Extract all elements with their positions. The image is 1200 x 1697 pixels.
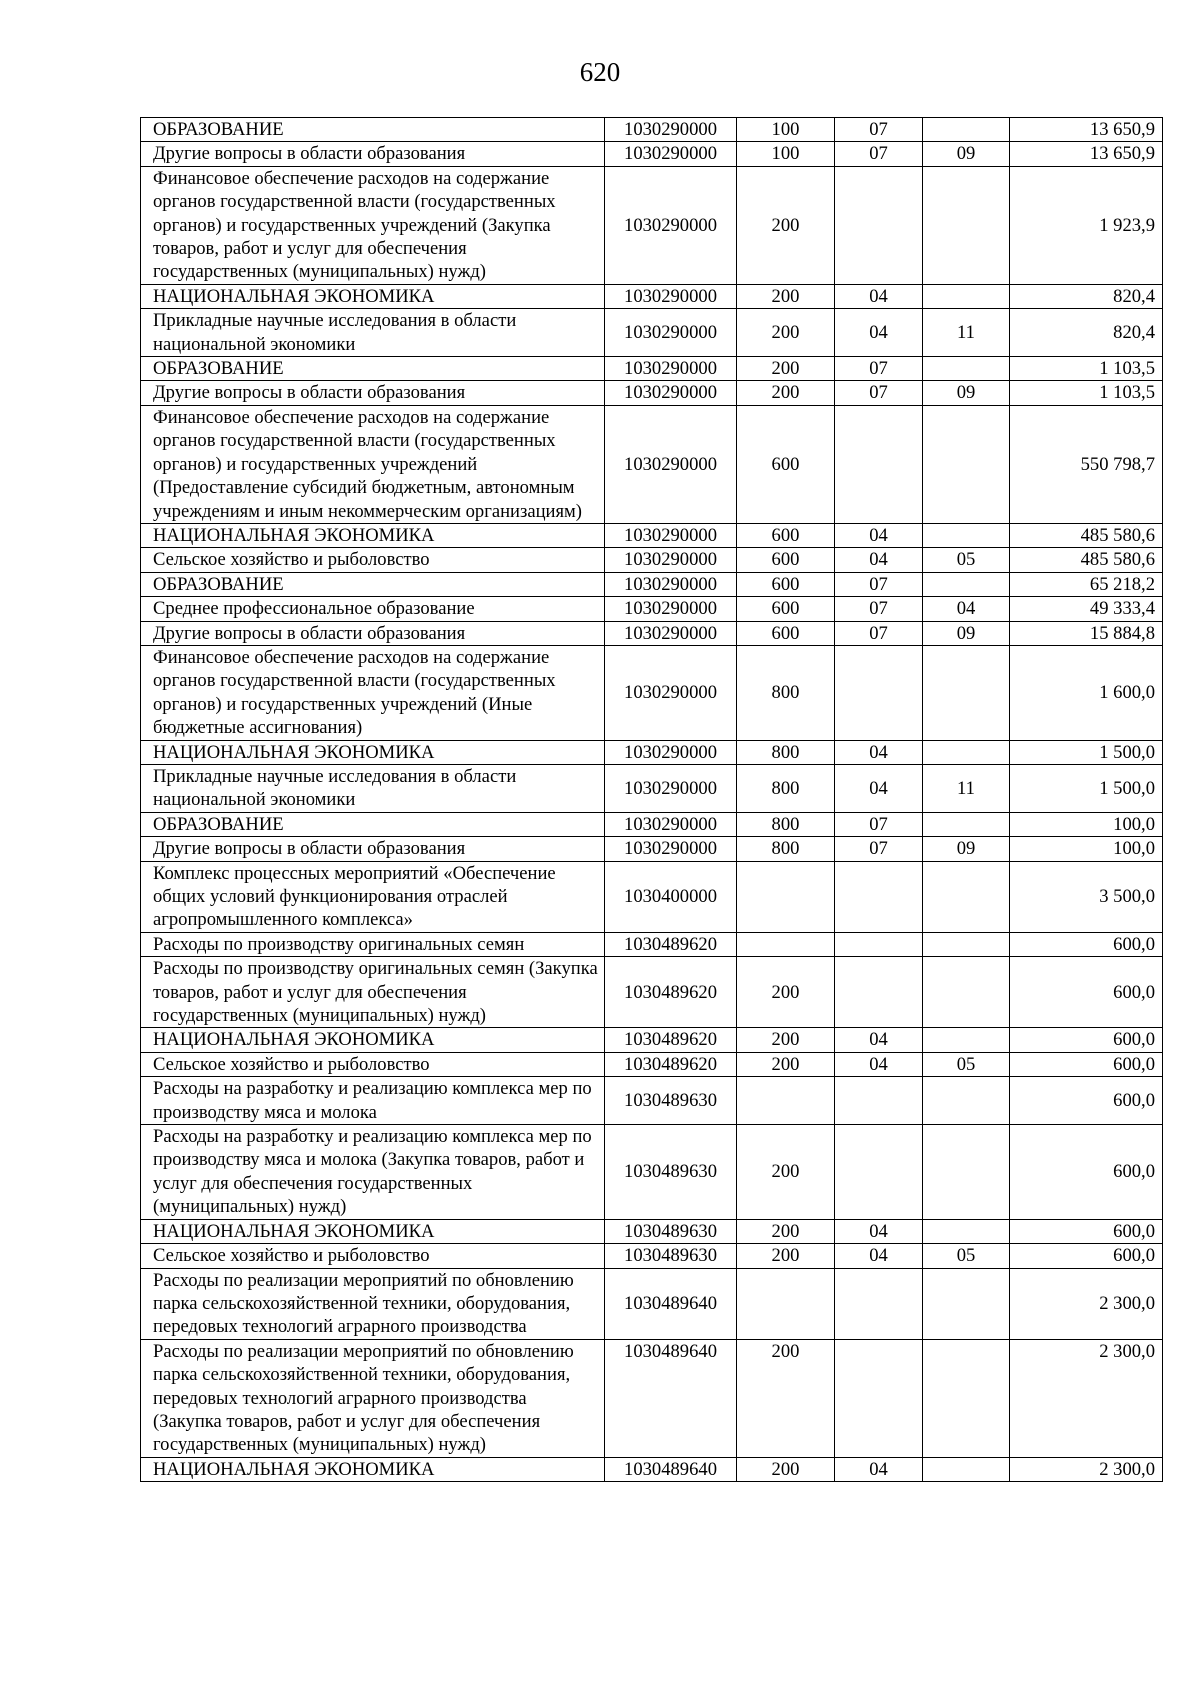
expense-type-cell: 600 bbox=[737, 548, 835, 572]
expense-name-cell: НАЦИОНАЛЬНАЯ ЭКОНОМИКА bbox=[141, 1457, 605, 1481]
expense-name-cell: Расходы по реализации мероприятий по обновлению парка сельскохозяйственной техники, оборудования, передовых технологий аграрного производства (Закупка товаров, работ и услуг для обеспечения государственных (муниципальных) нужд) bbox=[141, 1339, 605, 1457]
section-cell: 04 bbox=[835, 1244, 923, 1268]
table-row bbox=[141, 597, 1163, 621]
table-row bbox=[141, 284, 1163, 308]
expense-type-cell: 200 bbox=[737, 1052, 835, 1076]
expense-name-cell: Финансовое обеспечение расходов на содержание органов государственной власти (государственных органов) и государственных учреждений (Иные бюджетные ассигнования) bbox=[141, 645, 605, 740]
target-code-cell: 1030489640 bbox=[605, 1457, 737, 1481]
amount-cell: 2 300,0 bbox=[1010, 1457, 1163, 1481]
table-row bbox=[141, 1339, 1163, 1457]
expense-name-cell: НАЦИОНАЛЬНАЯ ЭКОНОМИКА bbox=[141, 1028, 605, 1052]
subsection-cell bbox=[923, 357, 1010, 381]
target-code-cell: 1030290000 bbox=[605, 284, 737, 308]
table-row bbox=[141, 166, 1163, 284]
expense-type-cell: 100 bbox=[737, 142, 835, 166]
expense-name-cell: Расходы по производству оригинальных семян (Закупка товаров, работ и услуг для обеспечения государственных (муниципальных) нужд) bbox=[141, 957, 605, 1028]
expense-type-cell: 200 bbox=[737, 309, 835, 357]
amount-cell: 1 600,0 bbox=[1010, 645, 1163, 740]
amount-cell: 600,0 bbox=[1010, 1219, 1163, 1243]
section-cell bbox=[835, 1125, 923, 1220]
section-cell: 07 bbox=[835, 357, 923, 381]
expense-name-cell: Другие вопросы в области образования bbox=[141, 142, 605, 166]
target-code-cell: 1030400000 bbox=[605, 861, 737, 932]
expense-name-cell: Другие вопросы в области образования bbox=[141, 837, 605, 861]
table-row bbox=[141, 1077, 1163, 1125]
expense-type-cell: 200 bbox=[737, 1028, 835, 1052]
target-code-cell: 1030489630 bbox=[605, 1077, 737, 1125]
table-row bbox=[141, 405, 1163, 523]
section-cell bbox=[835, 932, 923, 956]
amount-cell: 65 218,2 bbox=[1010, 572, 1163, 596]
table-row bbox=[141, 1125, 1163, 1220]
subsection-cell: 05 bbox=[923, 1052, 1010, 1076]
amount-cell: 1 923,9 bbox=[1010, 166, 1163, 284]
expense-type-cell: 800 bbox=[737, 764, 835, 812]
section-cell: 07 bbox=[835, 118, 923, 142]
table-row bbox=[141, 1457, 1163, 1481]
amount-cell: 49 333,4 bbox=[1010, 597, 1163, 621]
table-row bbox=[141, 523, 1163, 547]
subsection-cell bbox=[923, 523, 1010, 547]
expense-type-cell: 800 bbox=[737, 837, 835, 861]
subsection-cell: 09 bbox=[923, 142, 1010, 166]
expense-type-cell: 200 bbox=[737, 1219, 835, 1243]
table-row bbox=[141, 309, 1163, 357]
subsection-cell bbox=[923, 1125, 1010, 1220]
target-code-cell: 1030489620 bbox=[605, 957, 737, 1028]
expense-name-cell: Прикладные научные исследования в области национальной экономики bbox=[141, 764, 605, 812]
table-row bbox=[141, 621, 1163, 645]
target-code-cell: 1030290000 bbox=[605, 548, 737, 572]
expense-type-cell: 100 bbox=[737, 118, 835, 142]
target-code-cell: 1030290000 bbox=[605, 812, 737, 836]
expense-type-cell: 600 bbox=[737, 523, 835, 547]
expense-name-cell: Комплекс процессных мероприятий «Обеспечение общих условий функционирования отраслей агропромышленного комплекса» bbox=[141, 861, 605, 932]
table-row bbox=[141, 1052, 1163, 1076]
table-row bbox=[141, 764, 1163, 812]
subsection-cell: 04 bbox=[923, 597, 1010, 621]
target-code-cell: 1030290000 bbox=[605, 597, 737, 621]
table-row bbox=[141, 740, 1163, 764]
expense-name-cell: НАЦИОНАЛЬНАЯ ЭКОНОМИКА bbox=[141, 1219, 605, 1243]
target-code-cell: 1030489630 bbox=[605, 1244, 737, 1268]
target-code-cell: 1030290000 bbox=[605, 837, 737, 861]
section-cell: 07 bbox=[835, 837, 923, 861]
amount-cell: 550 798,7 bbox=[1010, 405, 1163, 523]
expense-type-cell: 200 bbox=[737, 1339, 835, 1457]
expense-name-cell: Прикладные научные исследования в области национальной экономики bbox=[141, 309, 605, 357]
amount-cell: 600,0 bbox=[1010, 1028, 1163, 1052]
target-code-cell: 1030290000 bbox=[605, 118, 737, 142]
section-cell: 04 bbox=[835, 309, 923, 357]
subsection-cell bbox=[923, 284, 1010, 308]
amount-cell: 600,0 bbox=[1010, 932, 1163, 956]
section-cell: 04 bbox=[835, 1028, 923, 1052]
target-code-cell: 1030290000 bbox=[605, 621, 737, 645]
section-cell bbox=[835, 957, 923, 1028]
expense-type-cell: 800 bbox=[737, 812, 835, 836]
table-row bbox=[141, 1028, 1163, 1052]
section-cell bbox=[835, 861, 923, 932]
amount-cell: 600,0 bbox=[1010, 1125, 1163, 1220]
table-row bbox=[141, 1219, 1163, 1243]
target-code-cell: 1030290000 bbox=[605, 645, 737, 740]
table-row bbox=[141, 1244, 1163, 1268]
amount-cell: 600,0 bbox=[1010, 957, 1163, 1028]
subsection-cell bbox=[923, 861, 1010, 932]
table-row bbox=[141, 932, 1163, 956]
budget-table bbox=[140, 117, 1163, 1482]
expense-name-cell: Расходы по реализации мероприятий по обновлению парка сельскохозяйственной техники, оборудования, передовых технологий аграрного производства bbox=[141, 1268, 605, 1339]
amount-cell: 13 650,9 bbox=[1010, 118, 1163, 142]
subsection-cell bbox=[923, 1077, 1010, 1125]
expense-name-cell: ОБРАЗОВАНИЕ bbox=[141, 118, 605, 142]
expense-name-cell: Сельское хозяйство и рыболовство bbox=[141, 548, 605, 572]
amount-cell: 1 103,5 bbox=[1010, 357, 1163, 381]
amount-cell: 600,0 bbox=[1010, 1077, 1163, 1125]
subsection-cell bbox=[923, 1268, 1010, 1339]
target-code-cell: 1030489630 bbox=[605, 1219, 737, 1243]
subsection-cell: 05 bbox=[923, 548, 1010, 572]
page-number: 620 bbox=[579, 57, 621, 87]
target-code-cell: 1030290000 bbox=[605, 381, 737, 405]
target-code-cell: 1030290000 bbox=[605, 764, 737, 812]
table-row bbox=[141, 118, 1163, 142]
target-code-cell: 1030489620 bbox=[605, 932, 737, 956]
expense-type-cell: 600 bbox=[737, 405, 835, 523]
section-cell: 04 bbox=[835, 523, 923, 547]
section-cell: 04 bbox=[835, 1052, 923, 1076]
subsection-cell bbox=[923, 572, 1010, 596]
table-row bbox=[141, 861, 1163, 932]
table-row bbox=[141, 1268, 1163, 1339]
amount-cell: 3 500,0 bbox=[1010, 861, 1163, 932]
target-code-cell: 1030489640 bbox=[605, 1268, 737, 1339]
target-code-cell: 1030290000 bbox=[605, 740, 737, 764]
subsection-cell: 11 bbox=[923, 764, 1010, 812]
subsection-cell bbox=[923, 166, 1010, 284]
target-code-cell: 1030290000 bbox=[605, 572, 737, 596]
expense-name-cell: ОБРАЗОВАНИЕ bbox=[141, 812, 605, 836]
subsection-cell: 09 bbox=[923, 381, 1010, 405]
target-code-cell: 1030489620 bbox=[605, 1028, 737, 1052]
expense-name-cell: Финансовое обеспечение расходов на содержание органов государственной власти (государственных органов) и государственных учреждений (Предоставление субсидий бюджетным, автономным учреждениям и иным некоммерческим организациям) bbox=[141, 405, 605, 523]
expense-type-cell: 200 bbox=[737, 284, 835, 308]
amount-cell: 485 580,6 bbox=[1010, 523, 1163, 547]
expense-type-cell: 600 bbox=[737, 621, 835, 645]
target-code-cell: 1030290000 bbox=[605, 142, 737, 166]
subsection-cell bbox=[923, 1219, 1010, 1243]
expense-name-cell: Финансовое обеспечение расходов на содержание органов государственной власти (государственных органов) и государственных учреждений (Закупка товаров, работ и услуг для обеспечения государственных (муниципальных) нужд) bbox=[141, 166, 605, 284]
amount-cell: 600,0 bbox=[1010, 1244, 1163, 1268]
table-row bbox=[141, 957, 1163, 1028]
amount-cell: 1 103,5 bbox=[1010, 381, 1163, 405]
table-row bbox=[141, 645, 1163, 740]
target-code-cell: 1030290000 bbox=[605, 523, 737, 547]
section-cell: 07 bbox=[835, 812, 923, 836]
expense-name-cell: Сельское хозяйство и рыболовство bbox=[141, 1244, 605, 1268]
section-cell bbox=[835, 645, 923, 740]
subsection-cell bbox=[923, 740, 1010, 764]
section-cell: 07 bbox=[835, 381, 923, 405]
target-code-cell: 1030290000 bbox=[605, 166, 737, 284]
section-cell: 07 bbox=[835, 621, 923, 645]
section-cell: 07 bbox=[835, 597, 923, 621]
subsection-cell bbox=[923, 1028, 1010, 1052]
target-code-cell: 1030489620 bbox=[605, 1052, 737, 1076]
section-cell: 04 bbox=[835, 1457, 923, 1481]
expense-name-cell: Расходы на разработку и реализацию комплекса мер по производству мяса и молока bbox=[141, 1077, 605, 1125]
table-row bbox=[141, 142, 1163, 166]
section-cell: 07 bbox=[835, 572, 923, 596]
expense-name-cell: НАЦИОНАЛЬНАЯ ЭКОНОМИКА bbox=[141, 284, 605, 308]
section-cell: 07 bbox=[835, 142, 923, 166]
expense-type-cell: 200 bbox=[737, 166, 835, 284]
table-row bbox=[141, 812, 1163, 836]
section-cell: 04 bbox=[835, 1219, 923, 1243]
table-body bbox=[141, 118, 1163, 1482]
expense-type-cell: 200 bbox=[737, 1457, 835, 1481]
subsection-cell bbox=[923, 118, 1010, 142]
table-row bbox=[141, 548, 1163, 572]
amount-cell: 2 300,0 bbox=[1010, 1268, 1163, 1339]
expense-name-cell: Расходы на разработку и реализацию комплекса мер по производству мяса и молока (Закупка товаров, работ и услуг для обеспечения государственных (муниципальных) нужд) bbox=[141, 1125, 605, 1220]
table-row bbox=[141, 357, 1163, 381]
expense-type-cell bbox=[737, 1268, 835, 1339]
subsection-cell bbox=[923, 957, 1010, 1028]
table-row bbox=[141, 837, 1163, 861]
target-code-cell: 1030290000 bbox=[605, 405, 737, 523]
section-cell bbox=[835, 1339, 923, 1457]
expense-name-cell: Расходы по производству оригинальных семян bbox=[141, 932, 605, 956]
section-cell: 04 bbox=[835, 284, 923, 308]
expense-type-cell: 600 bbox=[737, 572, 835, 596]
expense-type-cell bbox=[737, 932, 835, 956]
section-cell bbox=[835, 1077, 923, 1125]
expense-type-cell bbox=[737, 1077, 835, 1125]
expense-type-cell bbox=[737, 861, 835, 932]
section-cell: 04 bbox=[835, 764, 923, 812]
expense-type-cell: 800 bbox=[737, 740, 835, 764]
expense-name-cell: НАЦИОНАЛЬНАЯ ЭКОНОМИКА bbox=[141, 740, 605, 764]
amount-cell: 100,0 bbox=[1010, 812, 1163, 836]
expense-name-cell: ОБРАЗОВАНИЕ bbox=[141, 572, 605, 596]
subsection-cell bbox=[923, 1339, 1010, 1457]
expense-type-cell: 200 bbox=[737, 381, 835, 405]
table-row bbox=[141, 381, 1163, 405]
subsection-cell bbox=[923, 812, 1010, 836]
subsection-cell bbox=[923, 932, 1010, 956]
expense-name-cell: Другие вопросы в области образования bbox=[141, 381, 605, 405]
amount-cell: 13 650,9 bbox=[1010, 142, 1163, 166]
expense-name-cell: Другие вопросы в области образования bbox=[141, 621, 605, 645]
subsection-cell bbox=[923, 645, 1010, 740]
amount-cell: 600,0 bbox=[1010, 1052, 1163, 1076]
expense-type-cell: 200 bbox=[737, 1244, 835, 1268]
amount-cell: 1 500,0 bbox=[1010, 740, 1163, 764]
amount-cell: 820,4 bbox=[1010, 309, 1163, 357]
target-code-cell: 1030489630 bbox=[605, 1125, 737, 1220]
expense-name-cell: НАЦИОНАЛЬНАЯ ЭКОНОМИКА bbox=[141, 523, 605, 547]
section-cell bbox=[835, 405, 923, 523]
subsection-cell: 09 bbox=[923, 837, 1010, 861]
expense-name-cell: Среднее профессиональное образование bbox=[141, 597, 605, 621]
subsection-cell: 09 bbox=[923, 621, 1010, 645]
amount-cell: 100,0 bbox=[1010, 837, 1163, 861]
subsection-cell bbox=[923, 1457, 1010, 1481]
expense-type-cell: 600 bbox=[737, 597, 835, 621]
target-code-cell: 1030489640 bbox=[605, 1339, 737, 1457]
subsection-cell bbox=[923, 405, 1010, 523]
amount-cell: 15 884,8 bbox=[1010, 621, 1163, 645]
section-cell bbox=[835, 1268, 923, 1339]
section-cell: 04 bbox=[835, 548, 923, 572]
expense-name-cell: ОБРАЗОВАНИЕ bbox=[141, 357, 605, 381]
expense-name-cell: Сельское хозяйство и рыболовство bbox=[141, 1052, 605, 1076]
table-row bbox=[141, 572, 1163, 596]
amount-cell: 485 580,6 bbox=[1010, 548, 1163, 572]
section-cell bbox=[835, 166, 923, 284]
amount-cell: 1 500,0 bbox=[1010, 764, 1163, 812]
subsection-cell: 05 bbox=[923, 1244, 1010, 1268]
amount-cell: 2 300,0 bbox=[1010, 1339, 1163, 1457]
expense-type-cell: 200 bbox=[737, 1125, 835, 1220]
expense-type-cell: 800 bbox=[737, 645, 835, 740]
target-code-cell: 1030290000 bbox=[605, 309, 737, 357]
section-cell: 04 bbox=[835, 740, 923, 764]
target-code-cell: 1030290000 bbox=[605, 357, 737, 381]
amount-cell: 820,4 bbox=[1010, 284, 1163, 308]
subsection-cell: 11 bbox=[923, 309, 1010, 357]
expense-type-cell: 200 bbox=[737, 357, 835, 381]
expense-type-cell: 200 bbox=[737, 957, 835, 1028]
